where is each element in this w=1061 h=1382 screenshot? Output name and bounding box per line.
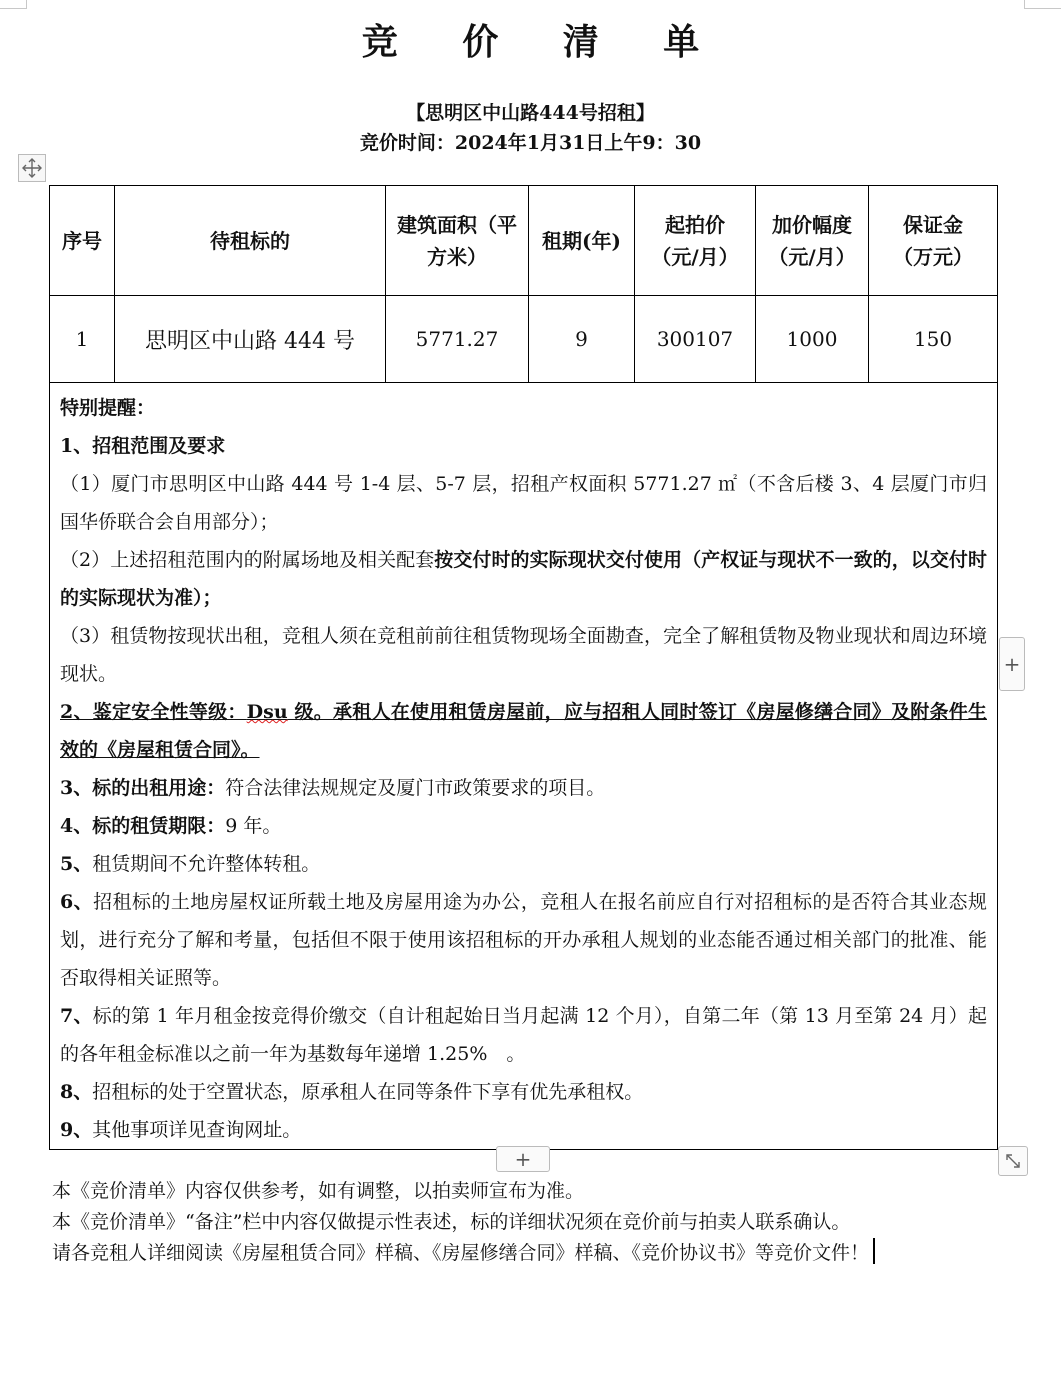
cell-start-price: 300107 (635, 296, 756, 383)
add-row-button[interactable] (496, 1146, 550, 1172)
section-1-item-3: （3）租赁物按现状出租，竞租人须在竞租前前往租赁物现场全面勘查，完全了解租赁物及物业现状和周边环境现状。 (60, 625, 987, 685)
footer-notes (52, 1176, 1012, 1269)
header-target: 待租标的 (115, 186, 386, 296)
header-area: 建筑面积（平 方米） (386, 186, 529, 296)
footer-line-2: 本《竞价清单》“备注”栏中内容仅做提示性表述，标的详细状况须在竞价前与拍卖人联系确认。 (52, 1211, 851, 1233)
header-no: 序号 (50, 186, 115, 296)
table-header-row (50, 186, 998, 296)
section-1-title: 1、招租范围及要求 (60, 435, 226, 457)
header-deposit: 保证金 （万元） (869, 186, 998, 296)
plus-icon: + (1003, 652, 1021, 676)
cell-area: 5771.27 (386, 296, 529, 383)
bid-time: 竞价时间：2024年1月31日上午9：30 (359, 132, 702, 154)
section-2: 2、鉴定安全性等级：Dsu 级。承租人在使用租赁房屋前，应与招租人同时签订《房屋修缮合同》及附条件生效的《房屋租赁合同》。 (60, 701, 987, 761)
plus-icon: + (514, 1147, 532, 1171)
resize-icon (1003, 1151, 1023, 1171)
section-1-item-1: （1）厦门市思明区中山路 444 号 1-4 层、5-7 层，招租产权面积 5771.27 ㎡（不含后楼 3、4 层厦门市归国华侨联合会自用部分）； (60, 473, 987, 533)
cell-increment: 1000 (756, 296, 869, 383)
header-start-price: 起拍价 （元/月） (635, 186, 756, 296)
section-1-item-2: （2）上述招租范围内的附属场地及相关配套按交付时的实际现状交付使用（产权证与现状不一致的，以交付时的实际现状为准）； (60, 549, 987, 609)
section-5: 5、租赁期间不允许整体转租。 (60, 853, 321, 875)
header-increment: 加价幅度 （元/月） (756, 186, 869, 296)
notes-row (50, 383, 998, 1150)
cell-deposit: 150 (869, 296, 998, 383)
document-title: 竞 价 清 单 (361, 21, 726, 63)
header-term: 租期(年) (529, 186, 635, 296)
section-7: 7、标的第 1 年月租金按竞得价缴交（自计租起始日当月起满 12 个月），自第二年（第 13 月至第 24 月）起的各年租金标准以之前一年为基数每年递增 1.25% 。 (60, 1005, 987, 1065)
table-row (50, 296, 998, 383)
table-resize-handle[interactable] (998, 1146, 1028, 1176)
section-3: 3、标的出租用途：符合法律法规规定及厦门市政策要求的项目。 (60, 777, 606, 799)
section-6: 6、招租标的土地房屋权证所载土地及房屋用途为办公，竞租人在报名前应自行对招租标的是否符合其业态规划，进行充分了解和考量，包括但不限于使用该招租标的开办承租人规划的业态能否通过相关部门的批准、能否取得相关证照等。 (60, 891, 987, 989)
text-cursor (873, 1238, 875, 1264)
table-move-handle[interactable] (18, 154, 46, 182)
section-8: 8、招租标的处于空置状态，原承租人在同等条件下享有优先承租权。 (60, 1081, 644, 1103)
notes-cell (50, 383, 998, 1150)
bid-table (49, 185, 998, 1150)
page-corner-mark-right (1024, 0, 1061, 9)
notes-heading: 特别提醒： (60, 397, 156, 419)
footer-line-1: 本《竞价清单》内容仅供参考，如有调整，以拍卖师宣布为准。 (52, 1180, 585, 1202)
move-icon (21, 157, 43, 179)
page-corner-mark-left (0, 0, 27, 9)
section-4: 4、标的租赁期限：9 年。 (60, 815, 282, 837)
section-9: 9、其他事项详见查询网址。 (60, 1119, 302, 1141)
document-subtitle: 【思明区中山路444号招租】 (406, 102, 655, 124)
footer-line-3: 请各竞租人详细阅读《房屋租赁合同》样稿、《房屋修缮合同》样稿、《竞价协议书》等竞价文件！ (52, 1238, 1012, 1269)
add-column-button[interactable] (999, 637, 1025, 691)
cell-target: 思明区中山路 444 号 (115, 296, 386, 383)
cell-term: 9 (529, 296, 635, 383)
cell-no: 1 (50, 296, 115, 383)
